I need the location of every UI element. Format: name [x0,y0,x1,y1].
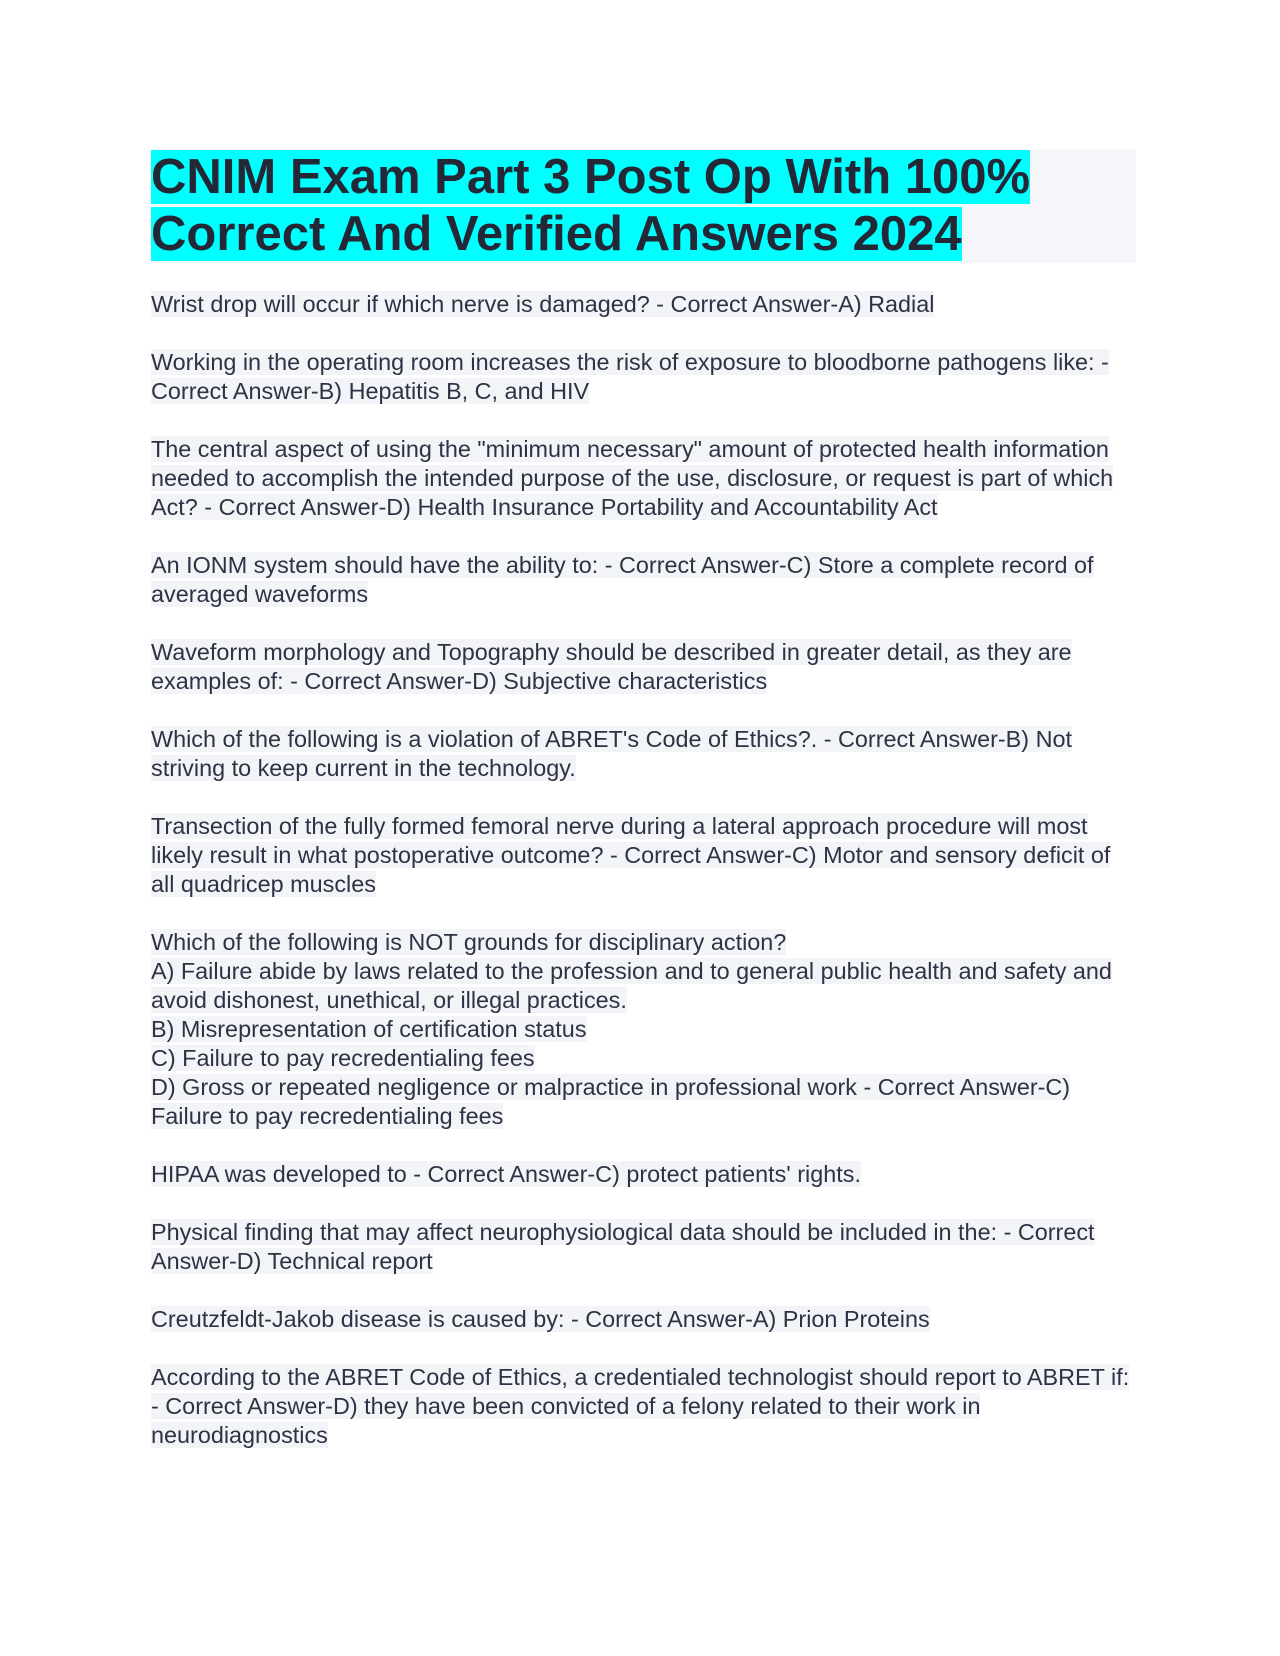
qa-item [151,928,1136,1131]
qa-item [151,290,1136,319]
qa-item [151,812,1136,899]
qa-text: HIPAA was developed to - Correct Answer-C) protect patients' rights. [151,1161,861,1187]
qa-text: An IONM system should have the ability to: - Correct Answer-C) Store a complete record of averaged waveforms [151,552,1094,607]
qa-text: Waveform morphology and Topography should be described in greater detail, as they are examples of: - Correct Answer-D) Subjective characteristics [151,639,1072,694]
qa-text: Transection of the fully formed femoral nerve during a lateral approach procedure will most likely result in what postoperative outcome? - Correct Answer-C) Motor and sensory deficit of all quadricep muscles [151,813,1111,897]
qa-item [151,1363,1136,1450]
title-block [151,149,1136,263]
qa-item [151,1218,1136,1276]
qa-text: Physical finding that may affect neurophysiological data should be included in the: - Correct Answer-D) Technical report [151,1219,1095,1274]
document-title [151,149,1136,263]
qa-item [151,435,1136,522]
qa-item [151,725,1136,783]
qa-text: Working in the operating room increases the risk of exposure to bloodborne pathogens like: - Correct Answer-B) Hepatitis B, C, and HIV [151,349,1109,404]
qa-text: Creutzfeldt-Jakob disease is caused by: - Correct Answer-A) Prion Proteins [151,1306,930,1332]
qa-text: Which of the following is a violation of ABRET's Code of Ethics?. - Correct Answer-B) Not striving to keep current in the technology. [151,726,1072,781]
qa-text: According to the ABRET Code of Ethics, a credentialed technologist should report to ABRET if: - Correct Answer-D) they have been convicted of a felony related to their work in neurodiagnostics [151,1364,1130,1448]
qa-item [151,1305,1136,1334]
qa-item [151,638,1136,696]
document-title-text: CNIM Exam Part 3 Post Op With 100% Correct And Verified Answers 2024 [151,150,1031,261]
qa-text: Wrist drop will occur if which nerve is damaged? - Correct Answer-A) Radial [151,291,935,317]
qa-item [151,1160,1136,1189]
qa-text: Which of the following is NOT grounds for disciplinary action? A) Failure abide by laws related to the profession and to general public health and safety and avoid dishonest, unethical, or illegal practices. B) Misrepresentation of certification status C) Failure to pay recredentialing fees D) Gross or repeated negligence or malpractice in professional work - Correct Answer-C) Failure to pay recredentialing fees [151,929,1112,1129]
qa-text: The central aspect of using the "minimum necessary" amount of protected health information needed to accomplish the intended purpose of the use, disclosure, or request is part of which Act? - Correct Answer-D) Health Insurance Portability and Accountability Act [151,436,1114,520]
qa-item [151,551,1136,609]
document-page [151,149,1136,1479]
qa-item [151,348,1136,406]
